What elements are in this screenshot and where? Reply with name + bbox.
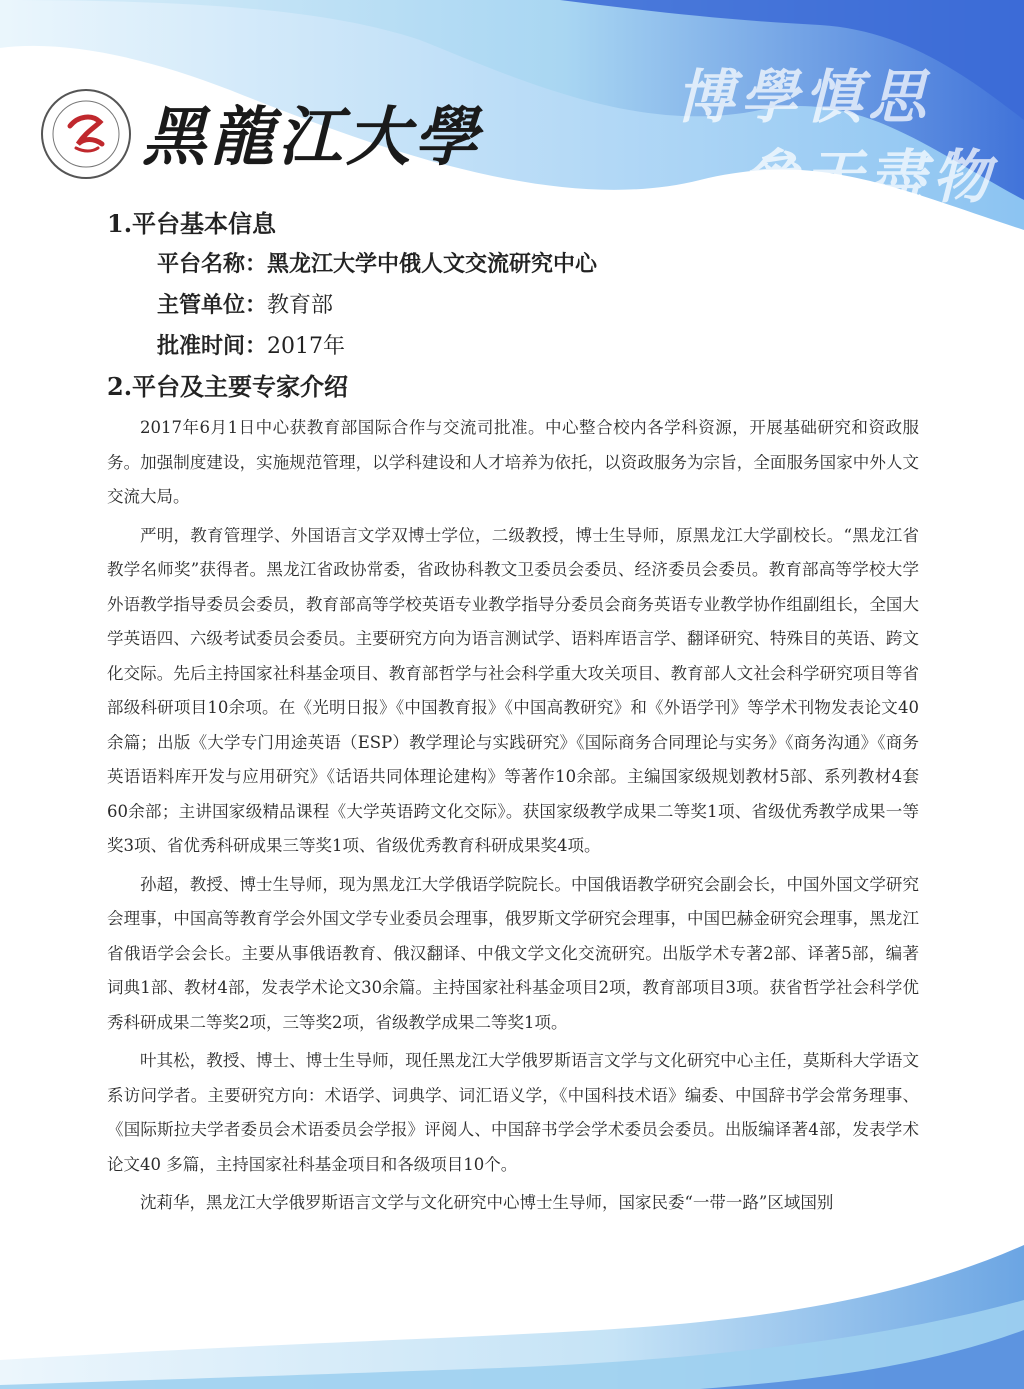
section1-heading: 1.平台基本信息 xyxy=(107,209,277,238)
document-body xyxy=(107,204,919,1225)
platform-info xyxy=(107,244,919,367)
platform-time-label: 批准时间： xyxy=(157,333,268,359)
platform-name-value: 黑龙江大学中俄人文交流研究中心 xyxy=(267,251,598,277)
paragraph: 严明，教育管理学、外国语言文学双博士学位，二级教授，博士生导师，原黑龙江大学副校长。“黑龙江省教学名师奖”获得者。黑龙江省政协常委，省政协科教文卫委员会委员、经济委员会委员。教育部高等学校大学外语教学指导委员会委员，教育部高等学校英语专业教学指导分委员会商务英语专业教学协作组副组长，全国大学英语四、六级考试委员会委员。主要研究方向为语言测试学、语料库语言学、翻译研究、特殊目的英语、跨文化交际。先后主持国家社科基金项目、教育部哲学与社会科学重大攻关项目、教育部人文社会科学研究项目等省部级科研项目10余项。在《光明日报》《中国教育报》《中国高教研究》和《外语学刊》等学术刊物发表论文40余篇；出版《大学专门用途英语（ESP）教学理论与实践研究》《国际商务合同理论与实务》《商务沟通》《商务英语语料库开发与应用研究》《话语共同体理论建构》等著作10余部。主编国家级规划教材5部、系列教材4套60余部；主讲国家级精品课程《大学英语跨文化交际》。获国家级教学成果二等奖1项、省级优秀教学成果一等奖3项、省优秀科研成果三等奖1项、省级优秀教育科研成果奖4项。 xyxy=(107,525,919,855)
university-name-calligraphy: 黑龍江大學 xyxy=(142,100,482,175)
motto-line-2: 參天盡物 xyxy=(740,143,997,211)
platform-name-row xyxy=(157,244,919,285)
platform-time-row xyxy=(157,326,919,367)
platform-dept-row xyxy=(157,285,919,326)
paragraph: 2017年6月1日中心获教育部国际合作与交流司批准。中心整合校内各学科资源，开展基础研究和资政服务。加强制度建设，实施规范管理，以学科建设和人才培养为依托，以资政服务为宗旨，全面服务国家中外人文交流大局。 xyxy=(107,418,919,506)
intro-paragraphs xyxy=(107,411,919,1221)
platform-time-value: 2017年 xyxy=(267,334,346,359)
platform-name-label: 平台名称： xyxy=(157,251,268,277)
motto-line-1: 博學慎思 xyxy=(676,63,933,131)
platform-dept-label: 主管单位： xyxy=(157,292,268,318)
university-seal-logo xyxy=(40,88,132,180)
platform-dept-value: 教育部 xyxy=(267,293,334,318)
paragraph: 叶其松，教授、博士、博士生导师，现任黑龙江大学俄罗斯语言文学与文化研究中心主任，莫斯科大学语文系访问学者。主要研究方向：术语学、词典学、词汇语义学，《中国科技术语》编委、中国辞书学会常务理事、《国际斯拉夫学者委员会术语委员会学报》评阅人、中国辞书学会学术委员会委员。出版编译著4部，发表学术论文40 多篇，主持国家社科基金项目和各级项目10个。 xyxy=(107,1051,919,1174)
paragraph: 沈莉华，黑龙江大学俄罗斯语言文学与文化研究中心博士生导师，国家民委“一带一路”区域国别 xyxy=(140,1193,834,1212)
section2-heading: 2.平台及主要专家介绍 xyxy=(107,372,349,401)
paragraph: 孙超，教授、博士生导师，现为黑龙江大学俄语学院院长。中国俄语教学研究会副会长，中国外国文学研究会理事，中国高等教育学会外国文学专业委员会理事，俄罗斯文学研究会理事，中国巴赫金研究会理事，黑龙江省俄语学会会长。主要从事俄语教育、俄汉翻译、中俄文学文化交流研究。出版学术专著2部、译著5部，编著词典1部、教材4部，发表学术论文30余篇。主持国家社科基金项目2项，教育部项目3项。获省哲学社会科学优秀科研成果二等奖2项，三等奖2项，省级教学成果二等奖1项。 xyxy=(107,874,919,1032)
